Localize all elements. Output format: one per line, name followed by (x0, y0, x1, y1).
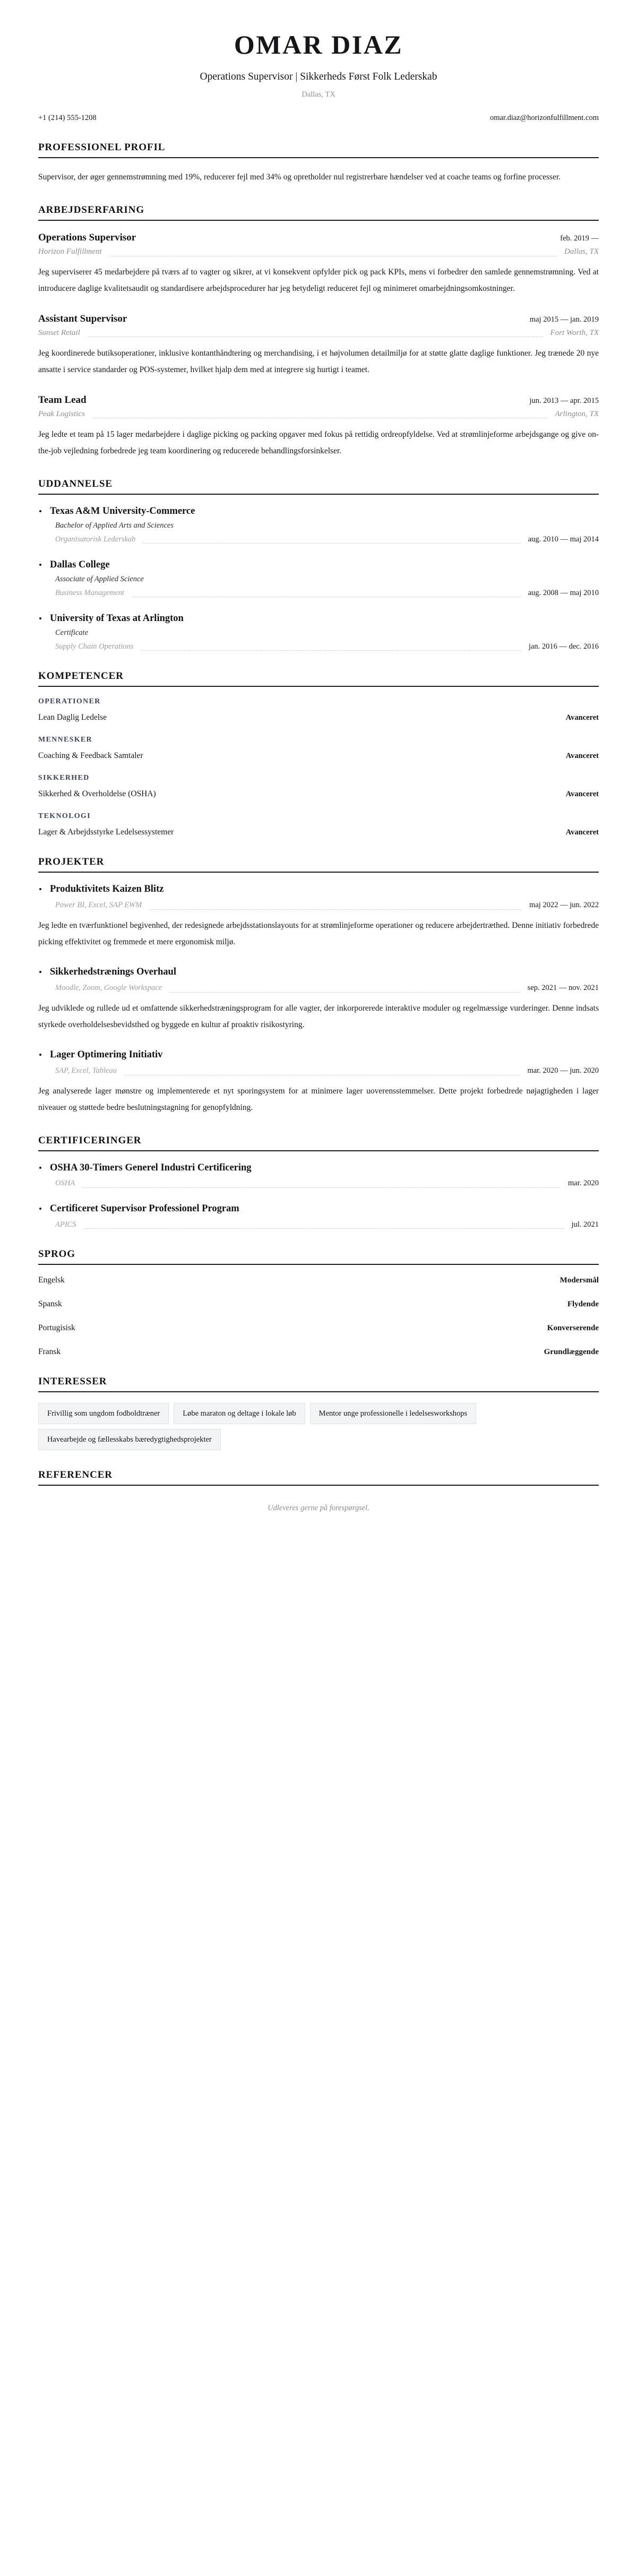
section-divider (38, 1485, 599, 1486)
experience-entry-sub (38, 410, 599, 419)
section-divider (38, 220, 599, 221)
section-title-projects: PROJEKTER (38, 856, 105, 867)
skill-level: Avanceret (565, 789, 599, 798)
section-references (38, 1469, 599, 1513)
section-divider (38, 494, 599, 495)
job-dates: jun. 2013 — apr. 2015 (529, 396, 599, 405)
experience-entry (38, 313, 599, 378)
language-level: Flydende (567, 1299, 599, 1308)
education-entry (38, 613, 599, 651)
skill-group (38, 812, 599, 837)
skill-name: Sikkerhed & Overholdelse (OSHA) (38, 789, 156, 798)
education-field: Business Management (55, 588, 125, 597)
profile-text: Supervisor, der øger gennemstrømning med 19%, reducerer fejl med 34% og opretholder nul registrerbare hændelser ved at coache teams og forfine processer. (38, 173, 561, 182)
certification-entry (38, 1203, 599, 1229)
job-title: Operations Supervisor (38, 232, 136, 244)
bullet-icon (39, 1054, 41, 1056)
project-tools: Moodle, Zoom, Google Workspace (55, 984, 162, 993)
skill-category: SIKKERHED (38, 773, 90, 782)
certification-name: Certificeret Supervisor Professionel Program (50, 1203, 239, 1214)
section-title-interests: INTERESSER (38, 1375, 107, 1387)
interest-chip: Mentor unge professionelle i ledelsesworkshops (310, 1403, 476, 1424)
language-row (38, 1323, 599, 1333)
project-name: Produktivitets Kaizen Blitz (50, 883, 164, 894)
dotted-leader (149, 909, 522, 910)
job-location: Fort Worth, TX (550, 328, 599, 337)
skill-row (38, 713, 599, 722)
bullet-icon (39, 617, 41, 619)
skill-group (38, 736, 599, 761)
skill-category: MENNESKER (38, 735, 92, 744)
project-entry (38, 883, 599, 950)
contact-email[interactable]: omar.diaz@horizonfulfillment.com (489, 114, 599, 123)
job-title: Team Lead (38, 394, 87, 406)
bullet-icon (39, 971, 41, 973)
certification-issuer: OSHA (55, 1179, 75, 1188)
interest-chip-list (38, 1403, 505, 1451)
skill-level: Avanceret (565, 828, 599, 837)
education-field: Supply Chain Operations (55, 642, 134, 651)
project-description: Jeg ledte en tværfunktionel begivenhed, der redesignede arbejdsstationslayouts for at strømlinjeforme operationer og reducere arbejdertræthed. Denne initiativ forbedrede picking effektivitet og fremmede et mere ergonomisk miljø. (38, 921, 599, 947)
interest-chip: Frivillig som ungdom fodboldtræner (38, 1403, 169, 1424)
language-name: Spansk (38, 1299, 62, 1308)
language-row (38, 1347, 599, 1357)
project-tools: Power BI, Excel, SAP EWM (55, 901, 142, 910)
job-company: Horizon Fulfillment (38, 247, 102, 256)
section-projects (38, 856, 599, 1116)
language-row (38, 1276, 599, 1285)
education-degree: Certificate (55, 628, 89, 637)
bullet-icon (39, 1208, 41, 1210)
certification-meta (50, 1220, 599, 1229)
resume-header (38, 20, 599, 123)
project-entry (38, 966, 599, 1033)
section-divider (38, 157, 599, 158)
job-description: Jeg koordinerede butiksoperationer, inklusive kontanthåndtering og merchandising, i et højvolumen detailmiljø for at støtte glatte daglige funktioner. Jeg trænede 20 nye ansatte i service standarder og POS-systemer, hvilket hjalp dem med at integrere sig hurtigt i teamet. (38, 348, 599, 374)
candidate-headline: Operations Supervisor | Sikkerheds Først Folk Lederskab (200, 71, 437, 82)
section-divider (38, 872, 599, 873)
project-dates: maj 2022 — jun. 2022 (529, 901, 599, 910)
education-degree: Bachelor of Applied Arts and Sciences (55, 521, 174, 530)
section-education (38, 478, 599, 651)
certification-meta (50, 1179, 599, 1188)
job-dates: feb. 2019 — (560, 234, 599, 243)
skill-group (38, 697, 599, 722)
dotted-leader (83, 1228, 564, 1229)
project-name: Lager Optimering Initiativ (50, 1049, 163, 1061)
education-dates: jan. 2016 — dec. 2016 (528, 642, 599, 651)
education-meta (50, 642, 599, 651)
section-title-certifications: CERTIFICERINGER (38, 1135, 142, 1147)
skill-row (38, 789, 599, 799)
skill-name: Lager & Arbejdsstyrke Ledelsessystemer (38, 827, 174, 837)
candidate-location: Dallas, TX (302, 90, 335, 99)
interest-chip: Havearbejde og fællesskabs bæredygtighedsprojekter (38, 1429, 221, 1450)
education-school: University of Texas at Arlington (50, 613, 184, 624)
dotted-leader (109, 255, 557, 256)
section-certifications (38, 1135, 599, 1229)
job-title: Assistant Supervisor (38, 313, 127, 325)
education-school: Dallas College (50, 559, 110, 570)
contact-row (38, 114, 599, 123)
job-description: Jeg ledte et team på 15 lager medarbejdere i daglige picking og packing opgaver med fokus på rettidig ordreopfyldelse. Ved at strømlinjeforme arbejdsgange og give on-the-job vejledning forbedrede jeg team koordinering og reducerede behandlingsforsinkelser. (38, 429, 599, 455)
job-company: Sunset Retail (38, 328, 80, 337)
job-description: Jeg superviserer 45 medarbejdere på tværs af to vagter og sikrer, at vi konsekvent opfylder pick og pack KPIs, mens vi forbedrer den samlede gennemstrømning. Ved at introducere daglige kvalitetsaudit og standardisere arbejdsprocedurer har jeg betydeligt reduceret fejl og minimeret omarbejdningsomkostninger. (38, 268, 599, 294)
dotted-leader (169, 992, 520, 993)
certification-name: OSHA 30-Timers Generel Industri Certificering (50, 1162, 252, 1174)
project-name: Sikkerhedstrænings Overhaul (50, 967, 176, 978)
certification-entry (38, 1162, 599, 1188)
section-divider (38, 1391, 599, 1392)
dotted-leader (132, 596, 521, 597)
skill-row (38, 828, 599, 837)
section-profile (38, 142, 599, 185)
language-row (38, 1299, 599, 1309)
skill-level: Avanceret (565, 751, 599, 760)
project-dates: mar. 2020 — jun. 2020 (527, 1066, 599, 1075)
education-meta (50, 589, 599, 598)
interest-chip: Løbe maraton og deltage i lokale løb (174, 1403, 305, 1424)
section-title-references: REFERENCER (38, 1469, 113, 1481)
certification-date: jul. 2021 (571, 1220, 599, 1229)
section-languages (38, 1248, 599, 1357)
dotted-leader (124, 1074, 520, 1075)
certification-date: mar. 2020 (568, 1179, 599, 1188)
project-meta (50, 901, 599, 910)
candidate-name: OMAR DIAZ (234, 30, 403, 59)
bullet-icon (39, 564, 41, 566)
education-school: Texas A&M University-Commerce (50, 505, 195, 516)
language-name: Fransk (38, 1347, 61, 1356)
language-level: Konverserende (547, 1323, 599, 1332)
certification-issuer: APICS (55, 1220, 76, 1229)
experience-entry (38, 231, 599, 297)
experience-entry-head (38, 313, 599, 325)
language-name: Portugisisk (38, 1323, 75, 1332)
skill-level: Avanceret (565, 713, 599, 722)
job-location: Dallas, TX (564, 247, 599, 256)
education-dates: aug. 2010 — maj 2014 (528, 535, 599, 544)
experience-entry-head (38, 394, 599, 407)
dotted-leader (92, 417, 548, 418)
language-level: Modersmål (559, 1276, 599, 1285)
dotted-leader (143, 542, 520, 544)
education-meta (50, 535, 599, 544)
skill-group (38, 774, 599, 799)
section-title-experience: ARBEJDSERFARING (38, 204, 145, 216)
education-entry (38, 559, 599, 598)
bullet-icon (39, 888, 41, 890)
project-description: Jeg udviklede og rullede ud et omfattende sikkerhedstræningsprogram for alle vagter, der inkorporerede interaktive moduler og regelmæssige vurderinger. Denne indsats styrkede overholdelsesbevidsthed og byggede en kultur af proaktiv risikostyring. (38, 1004, 599, 1030)
experience-entry-sub (38, 247, 599, 256)
skill-category: OPERATIONER (38, 697, 101, 705)
experience-entry-sub (38, 329, 599, 338)
language-name: Engelsk (38, 1275, 65, 1285)
experience-entry (38, 394, 599, 459)
project-entry (38, 1049, 599, 1116)
job-location: Arlington, TX (555, 409, 599, 418)
section-skills (38, 670, 599, 837)
education-field: Organisatorisk Lederskab (55, 535, 136, 544)
experience-entry-head (38, 231, 599, 244)
dotted-leader (141, 650, 521, 651)
dotted-leader (88, 336, 543, 337)
section-title-education: UDDANNELSE (38, 478, 113, 489)
section-experience (38, 204, 599, 459)
section-title-skills: KOMPETENCER (38, 670, 124, 682)
section-title-languages: SPROG (38, 1248, 75, 1260)
skill-name: Coaching & Feedback Samtaler (38, 751, 143, 760)
references-note: Udleveres gerne på forespørgsel. (268, 1504, 369, 1513)
project-dates: sep. 2021 — nov. 2021 (527, 984, 599, 993)
dotted-leader (82, 1187, 561, 1188)
section-divider (38, 1150, 599, 1151)
bullet-icon (39, 510, 41, 512)
project-meta (50, 984, 599, 993)
project-description: Jeg analyserede lager mønstre og implementerede et nyt sporingsystem for at minimere lager uoverensstemmelser. Dette projekt forbedrede nøjagtigheden i lager niveauer og støttede bedre beslutningstagning for genopfyldning. (38, 1087, 599, 1113)
project-meta (50, 1066, 599, 1075)
job-dates: maj 2015 — jan. 2019 (529, 315, 599, 324)
education-dates: aug. 2008 — maj 2010 (528, 588, 599, 597)
skill-name: Lean Daglig Ledelse (38, 712, 107, 722)
job-company: Peak Logistics (38, 409, 85, 418)
language-level: Grundlæggende (544, 1347, 599, 1356)
education-degree: Associate of Applied Science (55, 574, 144, 583)
skill-category: TEKNOLOGI (38, 812, 91, 820)
section-title-profile: PROFESSIONEL PROFIL (38, 142, 166, 153)
section-divider (38, 1264, 599, 1265)
education-entry (38, 505, 599, 544)
section-interests (38, 1376, 599, 1451)
bullet-icon (39, 1167, 41, 1169)
contact-phone[interactable]: +1 (214) 555-1208 (38, 114, 97, 123)
section-divider (38, 686, 599, 687)
project-tools: SAP, Excel, Tableau (55, 1066, 117, 1075)
skill-row (38, 751, 599, 761)
